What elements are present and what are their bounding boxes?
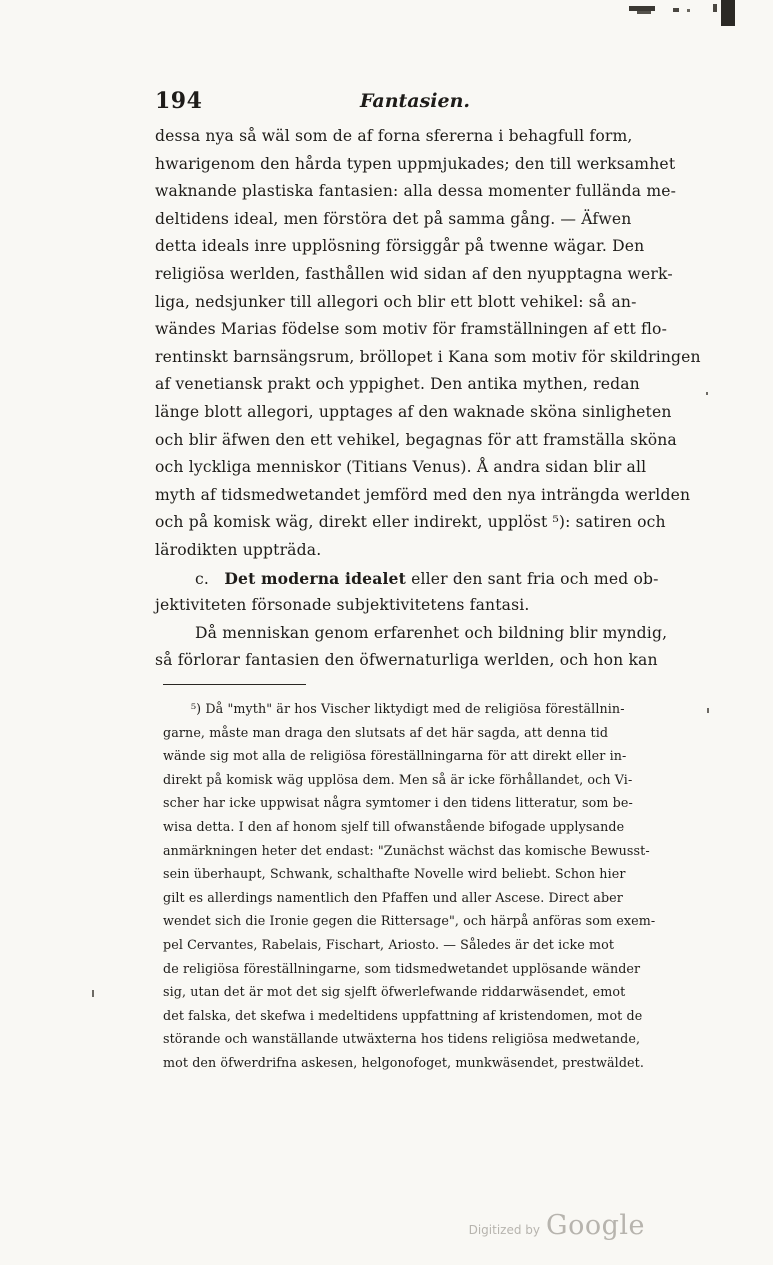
watermark-prefix: Digitized by [468,1223,541,1237]
text-line: Då menniskan genom erfarenhet och bildning blir myndig, [195,623,668,642]
scan-speck [707,708,709,713]
footnote-divider [163,684,306,685]
running-title: Fantasien. [359,90,471,112]
footnote-line: scher har icke uppwisat några symtomer i den tidens litteratur, som be- [163,795,633,811]
text-line: och på komisk wäg, direkt eller indirekt, upplöst ⁵): satiren och [155,513,666,532]
text-line: liga, nedsjunker till allegori och blir ett blott vehikel: så an- [155,292,637,311]
footnote-line: pel Cervantes, Rabelais, Fischart, Ariosto. — Således är det icke mot [163,936,615,952]
footnote-line: ⁵) Då "myth" är hos Vischer liktydigt med de religiösa föreställnin- [191,701,625,716]
footnote-line: sig, utan det är mot det sig sjelft öfwerlefwande riddarwäsendet, emot [163,984,626,1000]
footnote [163,697,683,1075]
text-line: religiösa werlden, fasthållen wid sidan af den nyupptagna werk- [155,264,673,283]
footnote-line: wisa detta. I den af honom sjelf till ofwanstående bifogade upplysande [163,818,625,834]
text-line: hwarigenom den hårda typen uppmjukades; den till werksamhet [155,154,676,173]
footnote-line: direkt på komisk wäg upplösa dem. Men så är icke förhållandet, och Vi- [163,771,633,787]
main-text [155,123,701,675]
footnote-line: gilt es allerdings namentlich den Pfaffen und aller Ascese. Direct aber [163,889,623,905]
scan-speck [706,392,708,395]
text-line: länge blott allegori, upptages af den waknade sköna sinligheten [155,402,672,421]
page-header [155,88,675,118]
digitized-watermark [469,1210,645,1246]
footnote-line: mot den öfwerdrifna askesen, helgonofoget, munkwäsendet, prestwäldet. [163,1054,644,1070]
text-line: lärodikten uppträda. [155,540,322,559]
page-number: 194 [155,88,203,114]
text-line: och blir äfwen den ett vehikel, begagnas för att framställa sköna [155,430,677,449]
section-heading-rest: eller den sant fria och med ob- [411,569,659,588]
text-line: och lyckliga menniskor (Titians Venus). Å andra sidan blir all [155,458,647,477]
text-line: deltidens ideal, men förstöra det på samma gång. — Äfwen [155,209,632,228]
section-title: Det moderna idealet [224,568,406,588]
footnote-line: störande och wanställande utwäxterna hos tidens religiösa medwetande, [163,1031,641,1047]
footnote-line: wände sig mot alla de religiösa föreställningarna för att direkt eller in- [163,748,627,764]
footnote-line: wendet sich die Ironie gegen die Rittersage", och härpå anföras som exem- [163,913,656,929]
text-line: myth af tidsmedwetandet jemförd med den nya inträngda werlden [155,485,691,504]
text-line: rentinskt barnsängsrum, bröllopet i Kana som motiv för skildringen [155,347,701,366]
text-line: dessa nya så wäl som de af forna sfererna i behagfull form, [155,127,633,145]
section-label: c. [195,569,209,588]
text-line: detta ideals inre upplösning försiggår på twenne wägar. Den [155,237,645,256]
section-heading-line [155,565,685,593]
footnote-line: garne, måste man draga den slutsats af det här sagda, att denna tid [163,724,609,740]
google-logo: Google [546,1210,645,1241]
text-line: wändes Marias födelse som motiv för framställningen af ett flo- [155,320,668,339]
scan-speck [92,990,94,997]
text-line: af venetiansk prakt och yppighet. Den antika mythen, redan [155,375,640,394]
footnote-line: de religiösa föreställningarne, som tidsmedwetandet upplösande wänder [163,960,641,976]
footnote-line: sein überhaupt, Schwank, schalthafte Novelle wird beliebt. Schon hier [163,866,626,882]
footnote-line: det falska, det skefwa i medeltidens uppfattning af kristendomen, mot de [163,1007,643,1023]
text-line: jektiviteten försonade subjektivitetens fantasi. [155,596,530,615]
scan-smudge [625,0,745,28]
text-line: så förlorar fantasien den öfwernaturliga werlden, och hon kan [155,651,658,670]
text-line: waknande plastiska fantasien: alla dessa momenter fullända me- [155,182,677,201]
footnote-line: anmärkningen heter det endast: "Zunächst wächst das komische Bewusst- [163,842,650,858]
